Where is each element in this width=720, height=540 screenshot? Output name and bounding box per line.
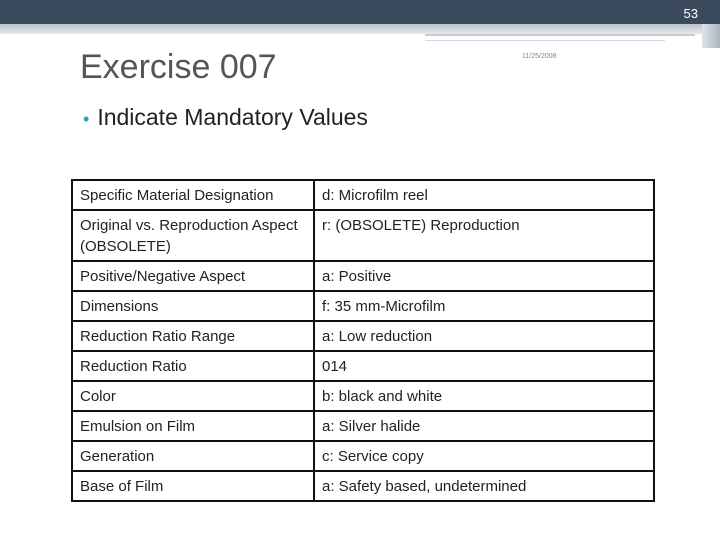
row-label: Color bbox=[72, 381, 314, 411]
header-rule-thin bbox=[425, 40, 665, 41]
row-label: Reduction Ratio Range bbox=[72, 321, 314, 351]
row-label: Dimensions bbox=[72, 291, 314, 321]
specs-table bbox=[71, 179, 655, 502]
header-band bbox=[0, 24, 720, 34]
bullet-item bbox=[83, 104, 368, 131]
bullet-text: Indicate Mandatory Values bbox=[97, 104, 368, 130]
table-row bbox=[72, 180, 654, 210]
slide-title: Exercise 007 bbox=[80, 48, 277, 86]
row-value: a: Low reduction bbox=[314, 321, 654, 351]
slide-date: 11/25/2008 bbox=[522, 53, 557, 60]
row-label: Original vs. Reproduction Aspect (OBSOLETE) bbox=[72, 210, 314, 261]
table-row bbox=[72, 381, 654, 411]
row-label: Specific Material Designation bbox=[72, 180, 314, 210]
row-value: d: Microfilm reel bbox=[314, 180, 654, 210]
corner-decoration bbox=[702, 24, 720, 48]
row-value: c: Service copy bbox=[314, 441, 654, 471]
row-value: r: (OBSOLETE) Reproduction bbox=[314, 210, 654, 261]
row-label: Base of Film bbox=[72, 471, 314, 501]
table-row bbox=[72, 210, 654, 261]
row-value: a: Silver halide bbox=[314, 411, 654, 441]
table-row bbox=[72, 321, 654, 351]
header-rule bbox=[425, 34, 695, 36]
table-row bbox=[72, 351, 654, 381]
row-label: Reduction Ratio bbox=[72, 351, 314, 381]
row-value: b: black and white bbox=[314, 381, 654, 411]
row-value: a: Safety based, undetermined bbox=[314, 471, 654, 501]
row-value: f: 35 mm-Microfilm bbox=[314, 291, 654, 321]
row-value: a: Positive bbox=[314, 261, 654, 291]
header-bar bbox=[0, 0, 720, 24]
table-row bbox=[72, 411, 654, 441]
table-row bbox=[72, 441, 654, 471]
bullet-dot-icon: • bbox=[83, 109, 90, 129]
row-label: Generation bbox=[72, 441, 314, 471]
row-label: Positive/Negative Aspect bbox=[72, 261, 314, 291]
table-row bbox=[72, 261, 654, 291]
slide-number: 53 bbox=[683, 6, 698, 21]
row-value: 014 bbox=[314, 351, 654, 381]
table-row bbox=[72, 291, 654, 321]
table-row bbox=[72, 471, 654, 501]
row-label: Emulsion on Film bbox=[72, 411, 314, 441]
